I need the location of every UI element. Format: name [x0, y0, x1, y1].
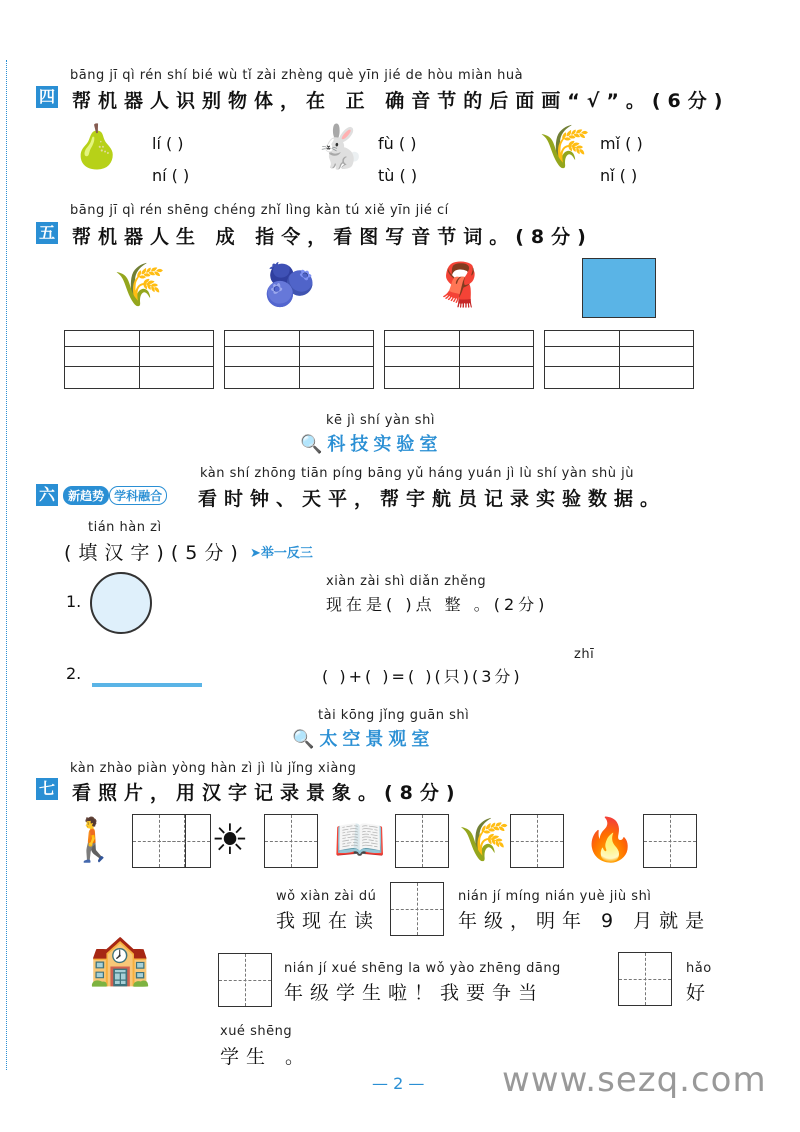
pinyin-grid-1[interactable]: [64, 330, 214, 389]
item-1-number: 1.: [66, 592, 82, 611]
rabbit-icon: 🐇: [313, 122, 367, 171]
t3: 年级学生啦！我要争当: [284, 982, 545, 1004]
page-number: — 2 —: [372, 1074, 425, 1093]
option-tu[interactable]: tù ( ): [378, 166, 418, 185]
q4-number: 四: [36, 86, 58, 108]
p2: nián jí míng nián yuè jiù shì: [458, 889, 652, 904]
t2: 年级，明年 9 月就是: [458, 910, 712, 932]
t1: 我现在读: [276, 910, 381, 932]
grade-box[interactable]: [390, 882, 444, 936]
rice-bag-icon: 🌾: [538, 122, 592, 171]
lab1-pinyin: kē jì shí yàn shì: [326, 413, 435, 428]
item-1-answer[interactable]: 现在是( )点 整 。(2分): [326, 595, 549, 614]
hint-link[interactable]: ➤举一反三: [250, 546, 313, 561]
item-2-pinyin: zhī: [574, 647, 595, 662]
book-icon: 📖: [333, 815, 387, 864]
q7-instruction: 看照片，用汉字记录景象。(8分): [72, 782, 462, 804]
char-box[interactable]: [395, 814, 449, 868]
item-2-answer[interactable]: ( )+( )=( )(只)(3分): [322, 667, 523, 686]
lab2-title: 🔍太空景观室: [292, 729, 435, 750]
q6-sub: (填汉字)(5分): [64, 542, 245, 564]
clock-icon: [90, 572, 152, 634]
pear-icon: 🍐: [70, 122, 124, 171]
char-box[interactable]: [618, 952, 672, 1006]
q6-sub-pinyin: tián hàn zì: [88, 520, 162, 535]
longan-icon: 🫐: [263, 260, 317, 309]
q5-number: 五: [36, 222, 58, 244]
school-children-icon: 🏫: [88, 930, 152, 988]
p4: hǎo: [686, 961, 712, 976]
option-fu[interactable]: fù ( ): [378, 134, 417, 153]
q6-pinyin: kàn shí zhōng tiān píng bāng yǔ háng yuán jì lù shí yàn shù jù: [200, 466, 634, 481]
q4-pinyin: bāng jī qì rén shí bié wù tǐ zài zhèng què yīn jié de hòu miàn huà: [70, 68, 524, 83]
q7-pinyin: kàn zhào piàn yòng hàn zì jì lù jǐng xiàng: [70, 761, 357, 776]
q7-number: 七: [36, 778, 58, 800]
char-box[interactable]: [643, 814, 697, 868]
t5: 学生 。: [220, 1046, 312, 1068]
pinyin-grid-4[interactable]: [544, 330, 694, 389]
pinyin-grid-3[interactable]: [384, 330, 534, 389]
q6-instruction: 看时钟、天平，帮宇航员记录实验数据。: [198, 488, 667, 510]
option-li[interactable]: lí ( ): [152, 134, 184, 153]
char-box[interactable]: [510, 814, 564, 868]
crayons-icon: [582, 258, 656, 318]
margin-line: [6, 60, 7, 1070]
stairs-icon: 🚶: [67, 815, 121, 864]
pinyin-grid-2[interactable]: [224, 330, 374, 389]
scarf-icon: 🧣: [433, 260, 487, 309]
item-2-number: 2.: [66, 664, 82, 683]
q5-pinyin: bāng jī qì rén shēng chéng zhǐ lìng kàn tú xiě yīn jié cí: [70, 203, 449, 218]
option-ni[interactable]: ní ( ): [152, 166, 190, 185]
subject-tag: 学科融合: [109, 486, 167, 505]
lab2-pinyin: tài kōng jǐng guān shì: [318, 708, 470, 723]
option-mi[interactable]: mǐ ( ): [600, 134, 643, 153]
p3: nián jí xué shēng la wǒ yào zhēng dāng: [284, 961, 561, 976]
watermark: www.sezq.com: [502, 1060, 767, 1100]
rice-bag-icon: 🌾: [113, 260, 167, 309]
t4: 好: [686, 982, 713, 1004]
sun-icon: ☀: [211, 815, 249, 864]
option-ni3[interactable]: nǐ ( ): [600, 166, 638, 185]
trend-tag: 新趋势: [63, 486, 109, 505]
rice-plant-icon: 🌾: [458, 815, 511, 864]
p5: xué shēng: [220, 1024, 293, 1039]
lab1-title: 🔍科技实验室: [300, 434, 443, 455]
magnifier-icon: 🔍: [300, 434, 328, 455]
q5-instruction: 帮机器人生 成 指令，看图写音节词。(8分): [72, 226, 593, 248]
campfire-icon: 🔥: [583, 815, 637, 864]
char-box[interactable]: [264, 814, 318, 868]
p1: wǒ xiàn zài dú: [276, 889, 377, 904]
grade-box[interactable]: [218, 953, 272, 1007]
magnifier-icon: 🔍: [292, 729, 320, 750]
q4-instruction: 帮机器人识别物体，在 正 确音节的后面画“√”。(6分): [72, 90, 730, 112]
item-1-pinyin: xiàn zài shì diǎn zhěng: [326, 574, 487, 589]
balance-scale-icon: [92, 645, 202, 687]
q6-number: 六: [36, 484, 58, 506]
